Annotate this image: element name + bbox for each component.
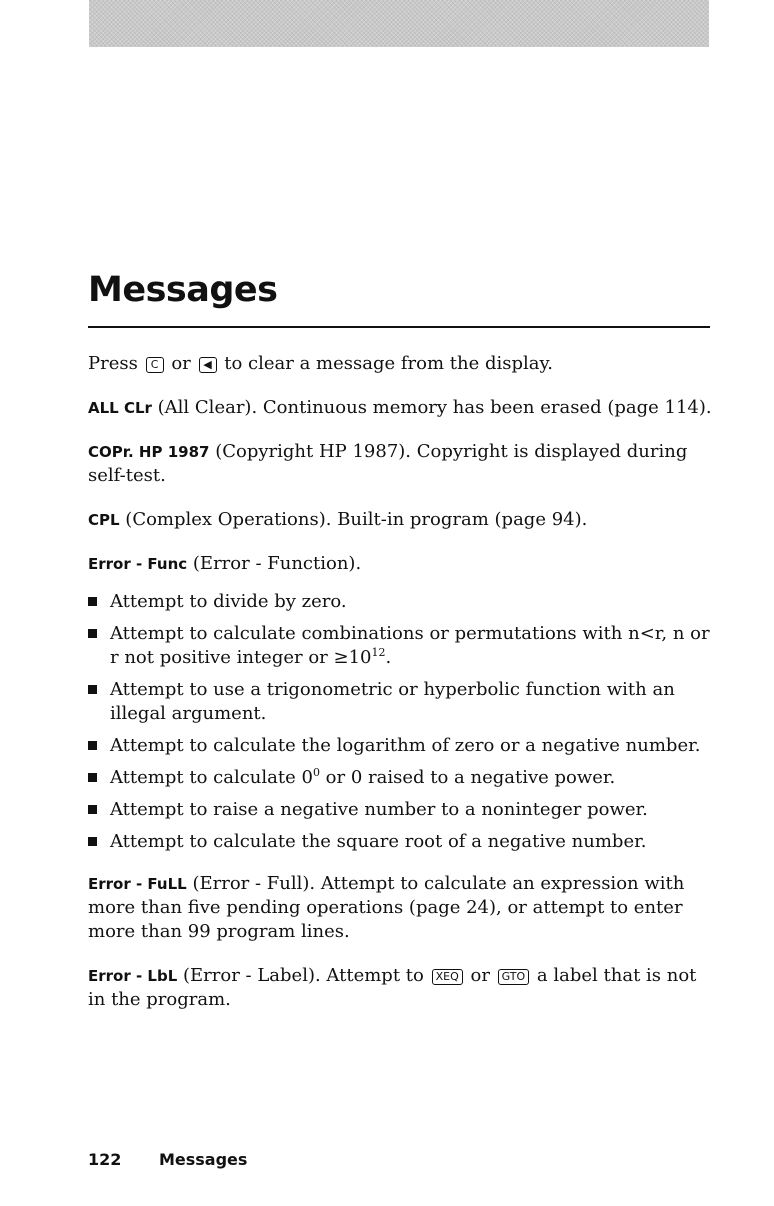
entry-error-full — [88, 872, 713, 944]
entry-all-clr — [88, 396, 713, 420]
entry-text: (Complex Operations). Built-in program (page 94). — [125, 509, 588, 530]
bullet-icon — [88, 597, 97, 606]
page-number: 122 — [88, 1150, 122, 1169]
list-item: Attempt to divide by zero. — [88, 590, 713, 614]
bullet-icon — [88, 685, 97, 694]
error-func-list — [88, 590, 713, 854]
entry-cpl — [88, 508, 713, 532]
list-item: Attempt to use a trigonometric or hyperbolic function with an illegal argument. — [88, 678, 713, 726]
footer-section: Messages — [158, 1150, 248, 1169]
entry-term: CPL — [88, 511, 120, 529]
bullet-icon — [88, 741, 97, 750]
entry-text: (Copyright HP 1987). Copyright is displayed during self-test. — [88, 441, 688, 486]
list-item: Attempt to calculate $0^0$ or 0 raised to a negative power. — [88, 766, 713, 790]
entry-term: COPr. HP 1987 — [88, 443, 210, 461]
backspace-key-icon: ◀ — [199, 357, 217, 373]
list-item: Attempt to calculate the square root of a negative number. — [88, 830, 713, 854]
bullet-icon — [88, 805, 97, 814]
entry-text: (All Clear). Continuous memory has been erased (page 114). — [157, 397, 712, 418]
list-item: Attempt to calculate the logarithm of zero or a negative number. — [88, 734, 713, 758]
xeq-key: XEQ — [432, 969, 463, 985]
intro-or: or — [171, 353, 191, 374]
entry-term: Error - LbL — [88, 967, 178, 985]
entry-error-func — [88, 552, 713, 576]
header-band — [89, 0, 709, 47]
entry-term: ALL CLr — [88, 399, 152, 417]
list-item: Attempt to raise a negative number to a noninteger power. — [88, 798, 713, 822]
title-rule — [88, 326, 710, 328]
c-key: C — [146, 357, 164, 373]
entry-error-lbl: Error - LbL (Error - Label). Attempt to XEQ or GTO a label that is not in the program. — [88, 965, 697, 1010]
bullet-icon — [88, 773, 97, 782]
entry-text: (Error - Full). Attempt to calculate an expression with more than five pending operations (page 24), or attempt to enter more than 99 program lines. — [88, 873, 685, 942]
gto-key: GTO — [498, 969, 530, 985]
intro-paragraph — [88, 352, 713, 376]
page-footer — [88, 1150, 247, 1169]
entry-term: Error - Func — [88, 555, 188, 573]
page-title: Messages — [88, 270, 278, 310]
bullet-icon — [88, 837, 97, 846]
entry-text: (Error - Function). — [192, 553, 362, 574]
entry-copr — [88, 440, 713, 488]
intro-press: Press — [88, 353, 138, 374]
entry-term: Error - FuLL — [88, 875, 187, 893]
content — [88, 352, 713, 1032]
bullet-icon — [88, 629, 97, 638]
list-item: Attempt to calculate combinations or permutations with n<r, n or r not positive integer or $\ge 10^{12}$. — [88, 622, 713, 670]
intro-rest: to clear a message from the display. — [224, 353, 553, 374]
